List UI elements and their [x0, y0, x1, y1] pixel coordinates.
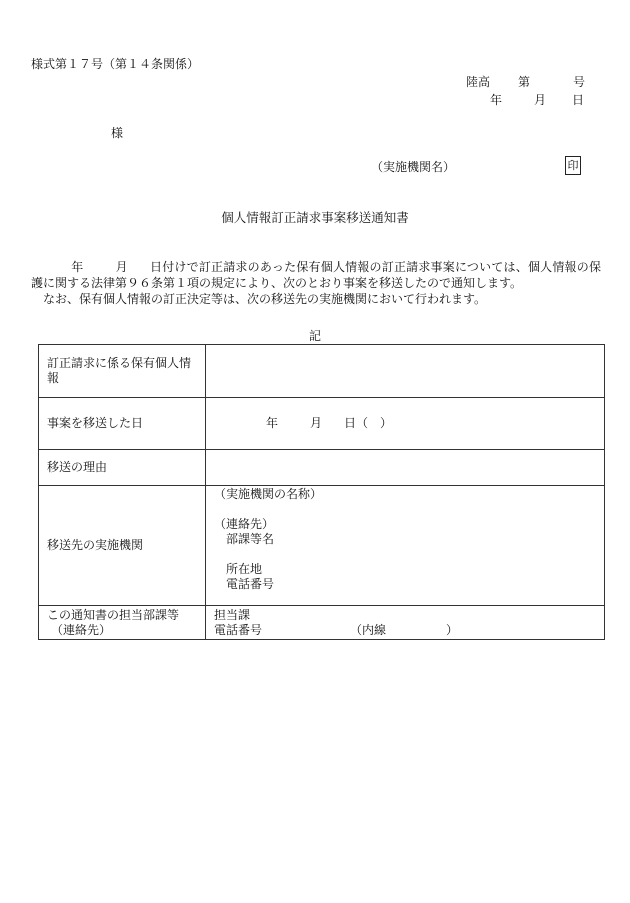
table-row: [39, 606, 605, 640]
notice-phone: 電話番号: [214, 622, 263, 637]
doc-date-day: 日: [572, 93, 585, 107]
transfer-date-month: 月: [310, 416, 323, 430]
notice-contact-line-1: この通知書の担当部課等: [47, 607, 180, 622]
form-number: 様式第１７号（第１４条関係）: [31, 57, 200, 71]
destination-phone: 電話番号: [226, 577, 275, 591]
addressee-honorific: 様: [111, 126, 124, 140]
transfer-date-day: 日（ ）: [344, 416, 393, 430]
body-paragraph-1-text: 日付けで訂正請求のあった保有個人情報の訂正請求事案については、個人情報の保護に関する法律第９６条第１項の規定により、次のとおり事案を移送したので通知します。: [31, 260, 601, 290]
seal-stamp-box: 印: [565, 156, 581, 175]
row-label-transfer-date: 事案を移送した日: [39, 398, 206, 450]
body-paragraph-1: [31, 259, 601, 291]
body-paragraph-2: なお、保有個人情報の訂正決定等は、次の移送先の実施機関において行われます。: [43, 292, 487, 306]
table-row: [39, 345, 605, 398]
notice-section: 担当課: [214, 607, 251, 622]
row-value-transfer-reason: [206, 450, 605, 486]
body-date-month: 月: [115, 260, 128, 274]
destination-address: 所在地: [226, 562, 263, 576]
transfer-date-year: 年: [266, 416, 279, 430]
row-value-target-info: [206, 345, 605, 398]
body-text: [31, 259, 601, 307]
table-row: [39, 450, 605, 486]
body-date-year: 年: [71, 260, 84, 274]
table-row: [39, 486, 605, 606]
row-label-notice-contact: [39, 606, 206, 640]
destination-dept: 部課等名: [226, 532, 275, 546]
notice-extension: （内線 ）: [350, 622, 459, 637]
row-label-target-info: 訂正請求に係る保有個人情報: [39, 345, 206, 398]
row-value-transfer-date: [206, 398, 605, 450]
doc-date-year: 年: [490, 93, 503, 107]
row-label-destination-agency: 移送先の実施機関: [39, 486, 206, 606]
detail-table: [38, 344, 605, 640]
issuer-label: （実施機関名）: [371, 160, 456, 174]
notice-phone-line: [214, 623, 596, 638]
doc-ref-prefix: 陸高: [466, 75, 491, 89]
row-value-destination-agency: [206, 486, 605, 606]
row-value-notice-contact: [206, 606, 605, 640]
destination-contact-label: （連絡先）: [214, 517, 275, 531]
notice-contact-line-2: （連絡先）: [51, 622, 112, 637]
doc-ref-dai: 第: [518, 75, 531, 89]
doc-date-month: 月: [534, 93, 547, 107]
row-label-transfer-reason: 移送の理由: [39, 450, 206, 486]
table-row: [39, 398, 605, 450]
ki-heading: 記: [308, 329, 321, 343]
destination-agency-name: （実施機関の名称）: [214, 487, 323, 501]
document-title: 個人情報訂正請求事案移送通知書: [221, 210, 409, 225]
doc-ref-go: 号: [573, 75, 586, 89]
